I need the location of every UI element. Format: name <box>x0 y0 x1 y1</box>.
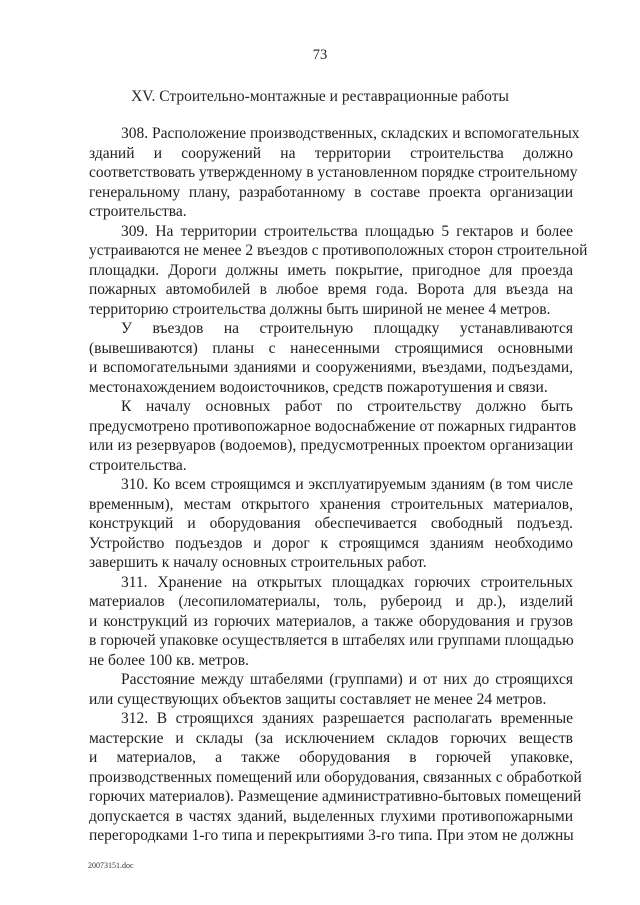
text-line: мастерские и склады (за исключением складов горючих веществ <box>89 729 573 747</box>
text-line: Устройство подъездов и дорог к строящимся зданиям необходимо <box>89 534 573 552</box>
text-line: местонахождением водоисточников, средств пожаротушения и связи. <box>89 378 548 396</box>
text-line: или существующих объектов защиты составляет не менее 24 метров. <box>89 690 547 708</box>
paragraph <box>89 670 573 709</box>
text-line: и конструкций из горючих материалов, а также оборудования и грузов <box>89 612 573 630</box>
paragraph <box>89 475 573 573</box>
text-line: перегородками 1-го типа и перекрытиями 3-го типа. При этом не должны <box>89 827 574 844</box>
document-body <box>89 124 588 846</box>
text-line: и материалов, а также оборудования в горючей упаковке, <box>89 749 573 766</box>
text-line: конструкций и оборудования обеспечивается свободный подъезд. <box>89 515 573 532</box>
paragraph <box>89 397 577 475</box>
text-line: и вспомогательными зданиями и сооружениями, въездами, подъездами, <box>89 359 573 376</box>
paragraph <box>89 573 573 671</box>
text-line: устраиваются не менее 2 въездов с противоположных сторон строительной <box>89 242 588 259</box>
text-line: допускается в частях зданий, выделенных глухими противопожарными <box>89 807 573 825</box>
text-line: материалов (лесопиломатериалы, толь, рубероид и др.), изделий <box>89 593 573 610</box>
text-line: завершить к началу основных строительных работ. <box>89 554 427 571</box>
text-line: в горючей упаковке осуществляется в штабелях или группами площадью <box>89 632 574 649</box>
text-line: 310. Ко всем строящимся и эксплуатируемым зданиям (в том числе <box>121 476 573 493</box>
text-line: (вывешиваются) планы с нанесенными строящимися основными <box>89 339 573 357</box>
footer-filename: 20073151.doc <box>88 861 134 870</box>
page-number: 73 <box>312 47 328 63</box>
text-line: 309. На территории строительства площадью 5 гектаров и более <box>121 222 573 240</box>
text-line: зданий и сооружений на территории строительства должно <box>89 144 573 162</box>
text-line: территорию строительства должны быть шириной не менее 4 метров. <box>89 300 551 318</box>
paragraph <box>89 222 588 320</box>
text-line: 312. В строящихся зданиях разрешается располагать временные <box>121 710 573 727</box>
text-line: 311. Хранение на открытых площадках горючих строительных <box>121 573 573 591</box>
text-line: соответствовать утвержденному в установленном порядке строительному <box>89 164 578 181</box>
section-heading: XV. Строительно-монтажные и реставрационные работы <box>131 88 509 105</box>
text-line: строительства. <box>89 203 187 220</box>
text-line: временным), местам открытого хранения строительных материалов, <box>89 495 573 513</box>
text-line: генеральному плану, разработанному в составе проекта организации <box>89 183 573 201</box>
paragraph <box>89 124 580 222</box>
text-line: У въездов на строительную площадку устанавливаются <box>121 320 573 337</box>
paragraph <box>89 709 582 846</box>
text-line: площадки. Дороги должны иметь покрытие, пригодное для проезда <box>89 261 573 279</box>
text-line: строительства. <box>89 456 187 474</box>
text-line: Расстояние между штабелями (группами) и от них до строящихся <box>121 671 573 688</box>
text-line: 308. Расположение производственных, складских и вспомогательных <box>121 125 580 142</box>
text-line: предусмотрено противопожарное водоснабжение от пожарных гидрантов <box>89 417 577 435</box>
text-line: К началу основных работ по строительству должно быть <box>121 398 573 415</box>
text-line: горючих материалов). Размещение административно-бытовых помещений <box>89 788 582 805</box>
text-line: или из резервуаров (водоемов), предусмотренных проектом организации <box>89 437 573 454</box>
text-line: пожарных автомобилей в любое время года. Ворота для въезда на <box>89 281 573 298</box>
text-line: производственных помещений или оборудования, связанных с обработкой <box>89 768 582 786</box>
text-line: не более 100 кв. метров. <box>89 651 249 669</box>
paragraph <box>89 319 573 397</box>
